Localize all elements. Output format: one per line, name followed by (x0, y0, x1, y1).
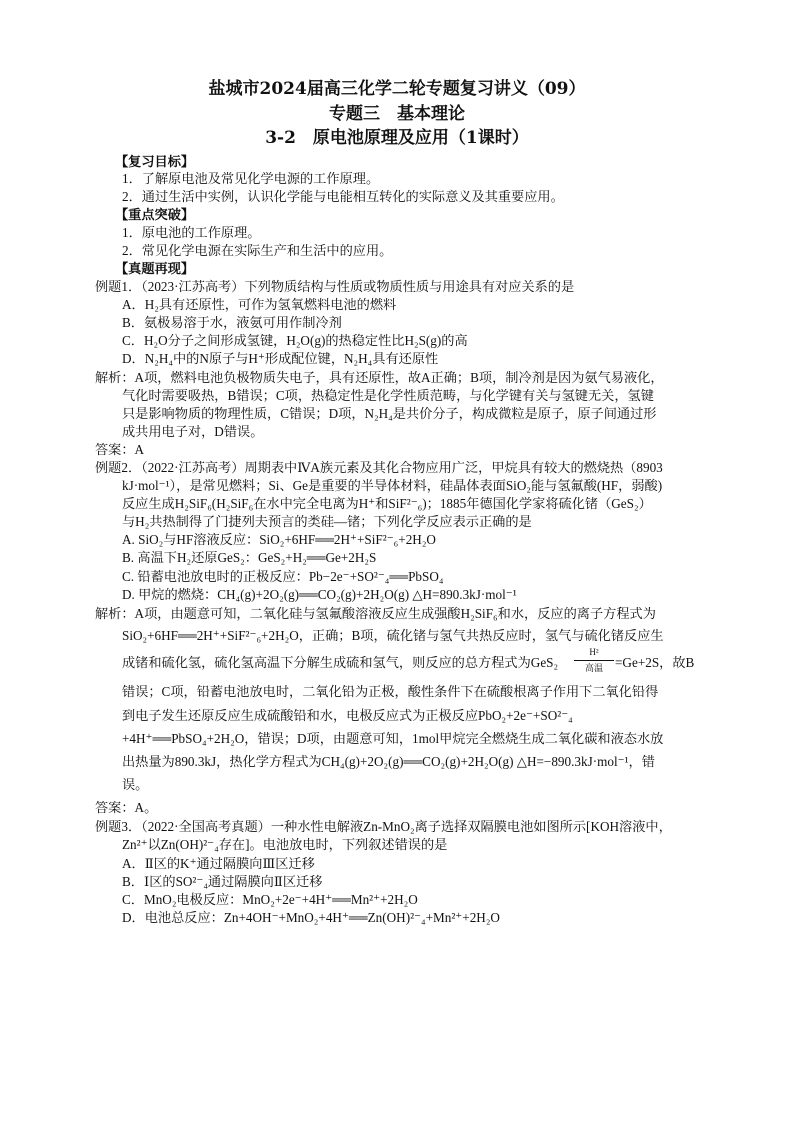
example1-option-d: D．N₂H₄中的N原子与H⁺形成配位键，N₂H₄具有还原性 (122, 351, 439, 366)
focus-item: 1．原电池的工作原理。 (122, 225, 261, 240)
topic-title: 专题三 基本理论 (329, 104, 465, 124)
example2-stem-line: 与H₂共热制得了门捷列夫预言的类硅—锗；下列化学反应表示正确的是 (122, 514, 532, 529)
example3-option-b: B．Ⅰ区的SO²⁻₄通过隔膜向Ⅱ区迁移 (122, 874, 323, 889)
example2-analysis-line: 误。 (122, 777, 149, 792)
example1-analysis-line: 气化时需要吸热，B错误；C项，热稳定性是化学性质范畴，与化学键有关与氢键无关，氢键 (122, 388, 654, 403)
example2-option-a: A. SiO₂与HF溶液反应：SiO₂+6HF══2H⁺+SiF²⁻₆+2H₂O (122, 532, 436, 547)
section-heading-goals: 【复习目标】 (115, 154, 195, 169)
example2-option-b: B. 高温下H₂还原GeS₂：GeS₂+H₂══Ge+2H₂S (122, 550, 377, 565)
example2-analysis-line: 到电子发生还原反应生成硫酸铅和水，电极反应式为正极反应PbO₂+2e⁻+SO²⁻₄ (122, 708, 573, 723)
example1-analysis-line: 解析：A项，燃料电池负极物质失电子，具有还原性，故A正确；B项，制冷剂是因为氨气易液化， (95, 370, 664, 385)
example1-analysis-line: 只是影响物质的物理性质，C错误；D项，N₂H₄是共价分子，构成微粒是原子，原子间通过形 (122, 406, 657, 421)
focus-item: 2．常见化学电源在实际生产和生活中的应用。 (122, 243, 393, 258)
example2-answer: 答案：A。 (95, 800, 158, 815)
reaction-condition-top: H² (589, 647, 599, 657)
example1-option-b: B．氨极易溶于水，液氨可用作制冷剂 (122, 315, 342, 330)
reaction-arrow-bar (574, 660, 614, 661)
example2-analysis-line: SiO₂+6HF══2H⁺+SiF²⁻₆+2H₂O，正确；B项，硫化锗与氢气共热反应时，氢气与硫化锗反应生 (122, 628, 664, 643)
goal-item: 1．了解原电池及常见化学电源的工作原理。 (122, 171, 380, 186)
example2-analysis-line: 成锗和硫化氢，硫化氢高温下分解生成硫和氢气，则反应的总方程式为GeS₂ (122, 655, 559, 670)
example2-analysis-line: +4H⁺══PbSO₄+2H₂O，错误；D项，由题意可知，1mol甲烷完全燃烧生成二氧化碳和液态水放 (122, 731, 664, 746)
example2-analysis-line: =Ge+2S，故B (615, 655, 695, 670)
example1-answer: 答案：A (95, 442, 145, 457)
example2-stem-line: 反应生成H₂SiF₆(H₂SiF₆在水中完全电离为H⁺和SiF²⁻₆)；1885年德国化学家将硫化锗（GeS₂） (122, 496, 652, 511)
example2-analysis-line: 解析：A项，由题意可知，二氧化硅与氢氟酸溶液反应生成强酸H₂SiF₆和水，反应的离子方程式为 (95, 606, 656, 621)
lesson-title: 3-2 原电池原理及应用（1课时） (265, 128, 529, 148)
example2-option-d: D. 甲烷的燃烧：CH₄(g)+2O₂(g)══CO₂(g)+2H₂O(g) △H=890.3kJ·mol⁻¹ (122, 587, 517, 602)
example1-option-a: A．H₂具有还原性，可作为氢氧燃料电池的燃料 (122, 297, 397, 312)
example3-stem-line: Zn²⁺以Zn(OH)²⁻₄存在]。电池放电时，下列叙述错误的是 (122, 837, 448, 852)
goal-item: 2．通过生活中实例，认识化学能与电能相互转化的实际意义及其重要应用。 (122, 189, 564, 204)
example2-stem-line: 例题2．（2022·江苏高考）周期表中ⅣA族元素及其化合物应用广泛，甲烷具有较大的燃烧热（8903 (95, 460, 663, 475)
example1-option-c: C．H₂O分子之间形成氢键，H₂O(g)的热稳定性比H₂S(g)的高 (122, 333, 468, 348)
document-title: 盐城市2024届高三化学二轮专题复习讲义（09） (208, 79, 586, 99)
example3-option-d: D．电池总反应：Zn+4OH⁻+MnO₂+4H⁺══Zn(OH)²⁻₄+Mn²⁺+2H₂O (122, 910, 500, 925)
reaction-condition-bottom: 高温 (584, 663, 603, 673)
section-heading-focus: 【重点突破】 (115, 207, 195, 222)
example2-analysis-line: 出热量为890.3kJ，热化学方程式为CH₄(g)+2O₂(g)══CO₂(g)+2H₂O(g) △H=−890.3kJ·mol⁻¹，错 (122, 754, 655, 769)
example1-analysis-line: 成共用电子对，D错误。 (122, 424, 264, 439)
section-heading-review: 【真题再现】 (115, 261, 195, 276)
example2-option-c: C. 铅蓄电池放电时的正极反应：Pb−2e⁻+SO²⁻₄══PbSO₄ (122, 569, 444, 584)
example3-option-c: C．MnO₂电极反应：MnO₂+2e⁻+4H⁺══Mn²⁺+2H₂O (122, 892, 418, 907)
example2-stem-line: kJ·mol⁻¹），是常见燃料；Si、Ge是重要的半导体材料，硅晶体表面SiO₂能与氢氟酸(HF，弱酸) (122, 478, 663, 493)
example3-stem-line: 例题3．（2022·全国高考真题）一种水性电解液Zn-MnO₂离子选择双隔膜电池如图所示[KOH溶液中， (95, 819, 672, 834)
example3-option-a: A．Ⅱ区的K⁺通过隔膜向Ⅲ区迁移 (122, 856, 315, 871)
example1-stem: 例题1．（2023·江苏高考）下列物质结构与性质或物质性质与用途具有对应关系的是 (95, 279, 575, 294)
example2-analysis-line: 错误；C项，铅蓄电池放电时，二氧化铅为正极，酸性条件下在硫酸根离子作用下二氧化铅得 (122, 684, 659, 699)
